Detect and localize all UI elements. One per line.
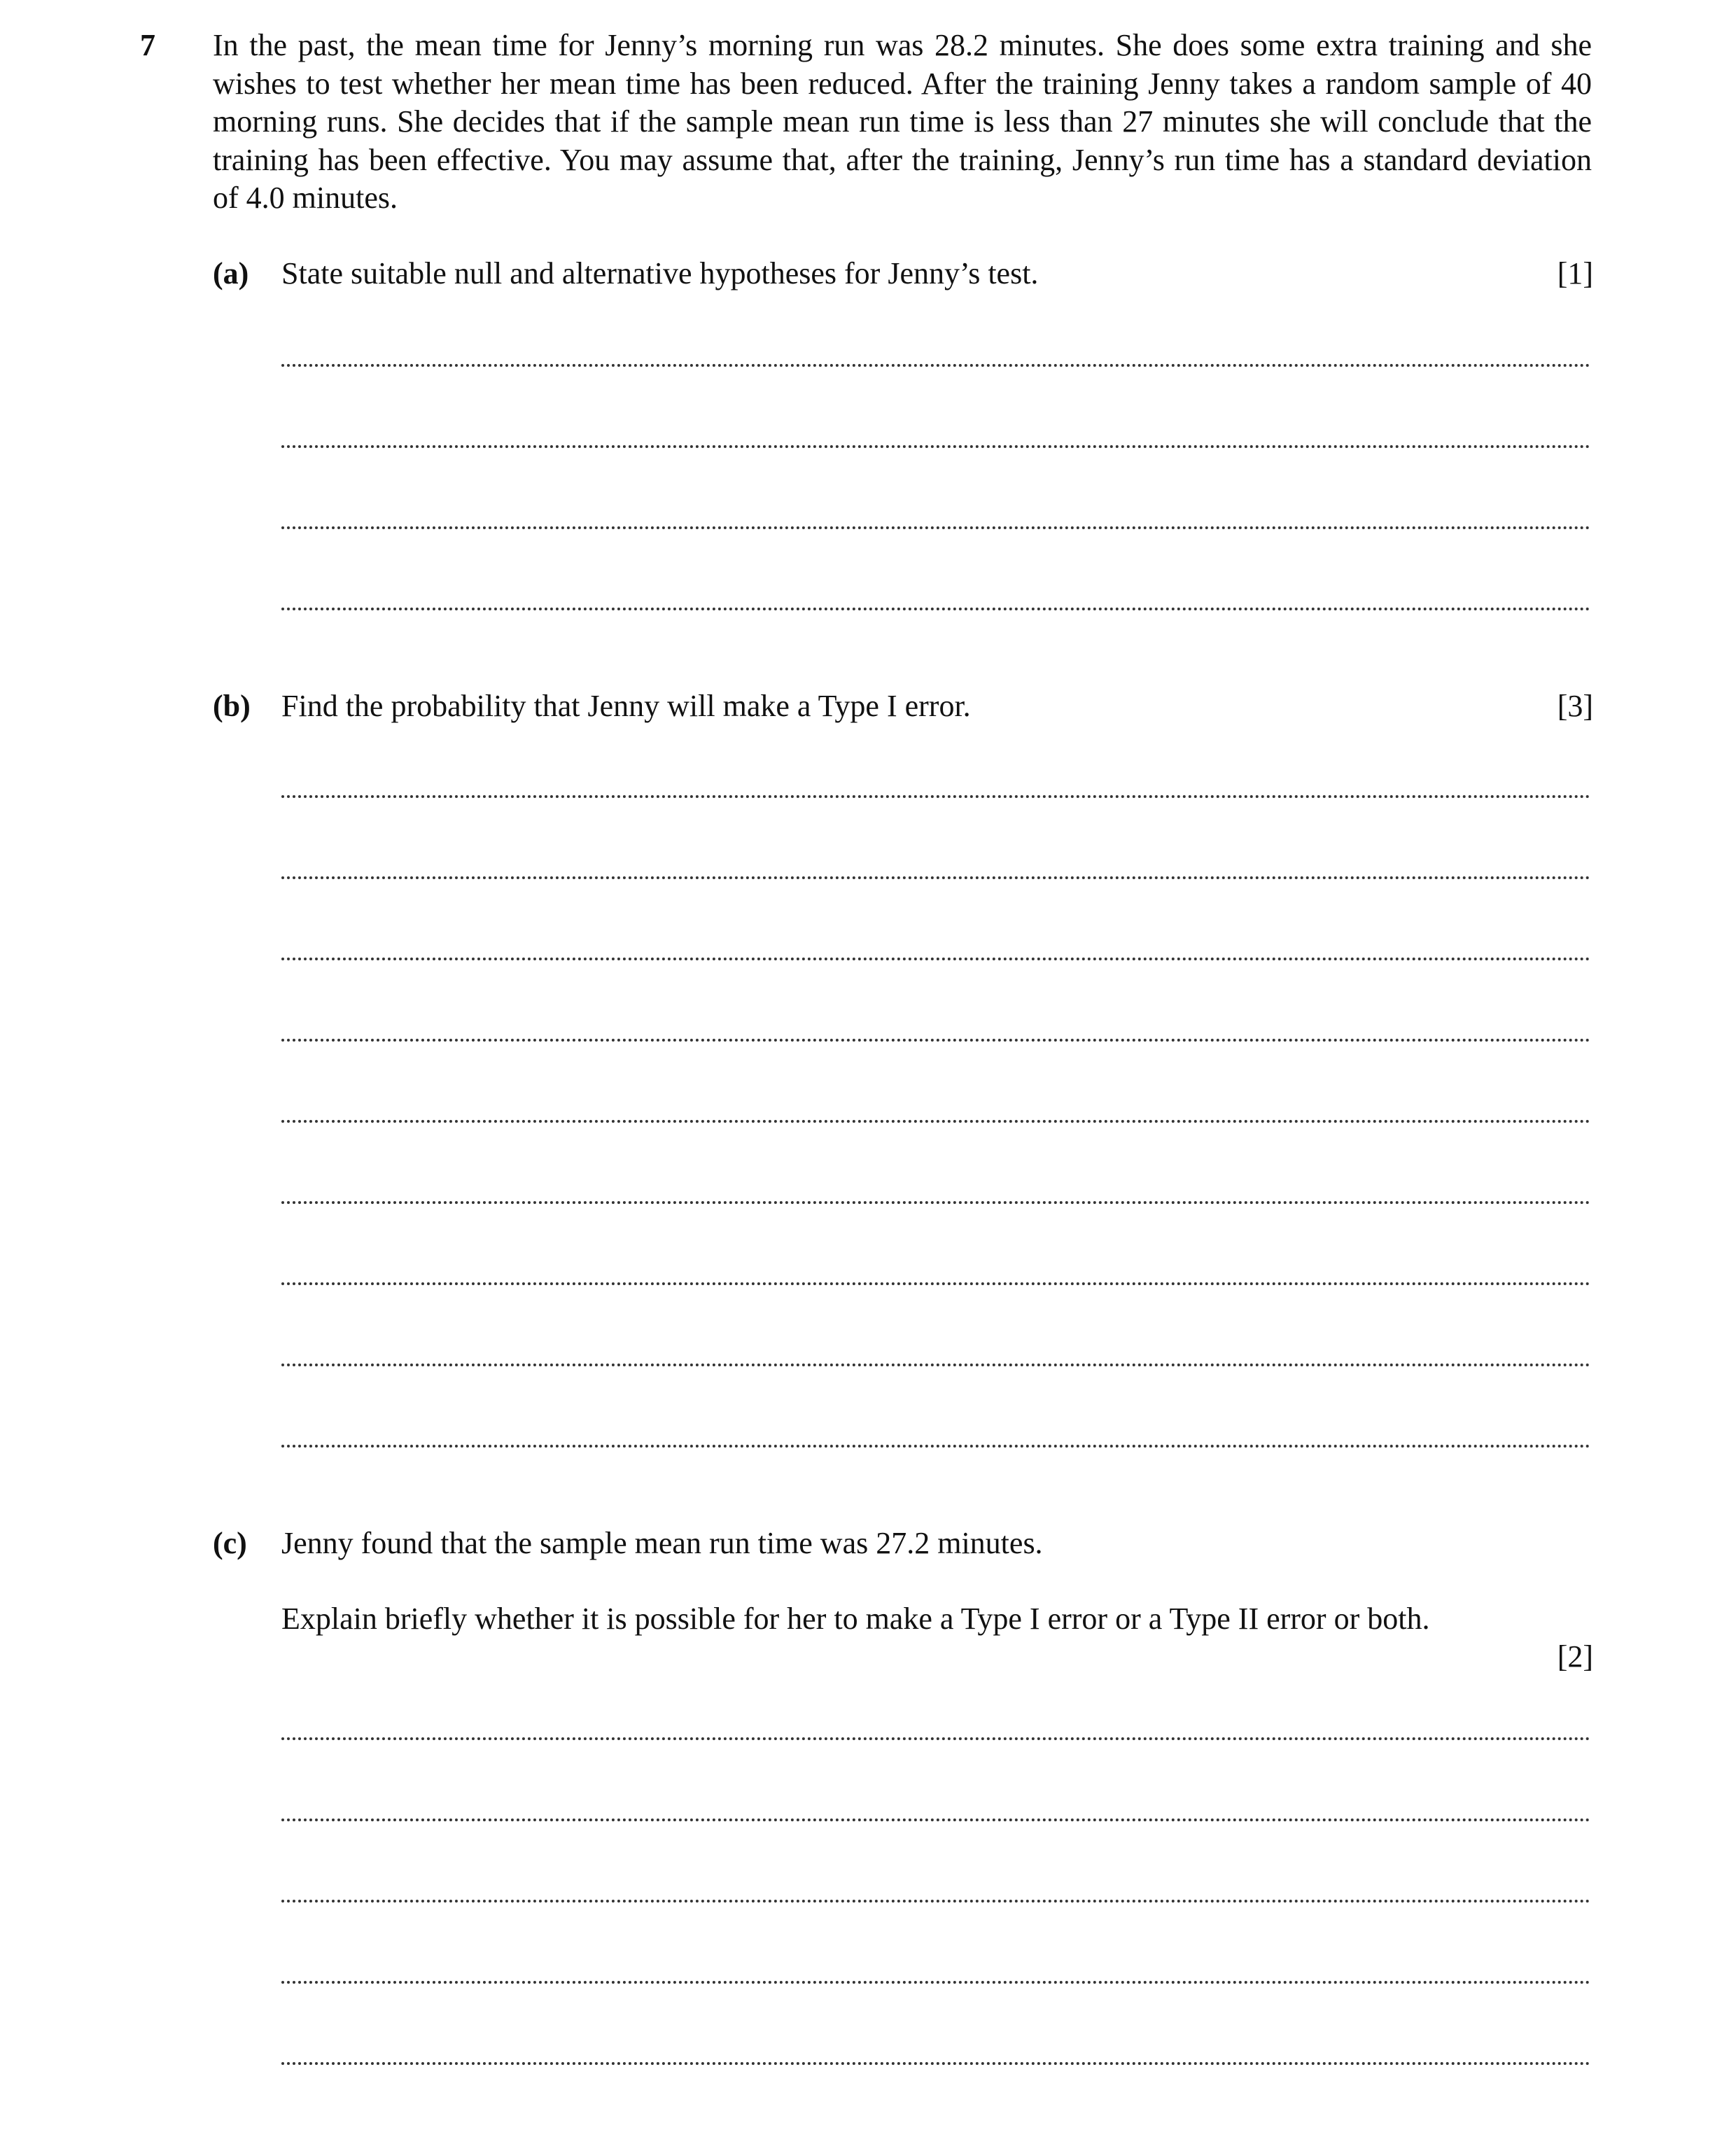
- part-c-marks: [2]: [1557, 1639, 1593, 1674]
- part-b-marks: [3]: [1557, 689, 1593, 723]
- answer-line[interactable]: [281, 876, 1590, 879]
- answer-line[interactable]: [281, 1039, 1590, 1042]
- part-a-marks: [1]: [1557, 256, 1593, 290]
- part-b-label: (b): [213, 689, 251, 723]
- question-number: 7: [140, 28, 155, 62]
- answer-line[interactable]: [281, 608, 1590, 610]
- answer-line[interactable]: [281, 1900, 1590, 1903]
- answer-line[interactable]: [281, 2062, 1590, 2065]
- part-c: [213, 1525, 1593, 1679]
- part-a-label: (a): [213, 256, 249, 290]
- part-c-text-2: Explain briefly whether it is possible for her to make a Type I error or a Type II error or both.: [281, 1602, 1430, 1636]
- answer-line[interactable]: [281, 1981, 1590, 1984]
- answer-line[interactable]: [281, 1819, 1590, 1821]
- part-a-header: [213, 255, 1593, 293]
- part-b-text: Find the probability that Jenny will make a Type I error.: [281, 689, 971, 723]
- part-c-label: (c): [213, 1526, 247, 1560]
- part-c-text: Jenny found that the sample mean run time was 27.2 minutes.: [281, 1526, 1043, 1560]
- part-b: [213, 687, 1593, 725]
- answer-line[interactable]: [281, 795, 1590, 798]
- part-c-header: [213, 1525, 1593, 1562]
- part-a: [213, 255, 1593, 293]
- answer-line[interactable]: [281, 1445, 1590, 1448]
- answer-line[interactable]: [281, 1201, 1590, 1204]
- answer-line[interactable]: [281, 1120, 1590, 1123]
- part-a-text: State suitable null and alternative hypotheses for Jenny’s test.: [281, 256, 1039, 290]
- answer-line[interactable]: [281, 445, 1590, 448]
- question-intro: In the past, the mean time for Jenny’s morning run was 28.2 minutes. She does some extra training and she wishes to test whether her mean time has been reduced. After the training Jenny takes a random sample of 40 morning runs. She decides that if the sample mean run time is less than 27 minutes she will conclude that the training has been effective. You may assume that, after the training, Jenny’s run time has a standard deviation of 4.0 minutes.: [213, 28, 1592, 215]
- answer-line[interactable]: [281, 1737, 1590, 1740]
- answer-line[interactable]: [281, 958, 1590, 960]
- answer-line[interactable]: [281, 1282, 1590, 1285]
- answer-line[interactable]: [281, 1364, 1590, 1366]
- part-b-header: [213, 687, 1593, 725]
- answer-line[interactable]: [281, 364, 1590, 367]
- answer-line[interactable]: [281, 526, 1590, 529]
